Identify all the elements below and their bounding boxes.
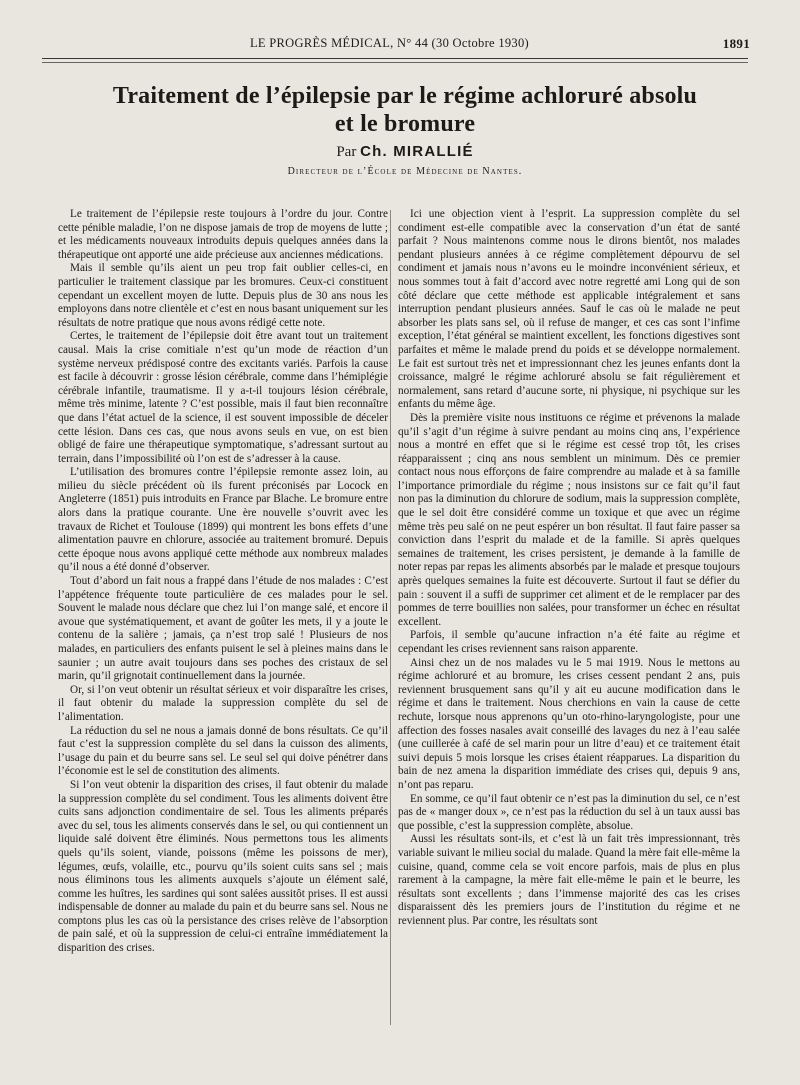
left-column <box>58 208 388 956</box>
paragraph: Si l’on veut obtenir la disparition des crises, il faut obtenir du malade la suppression complète du sel condiment. Tous les aliments doivent être cuits sans adjonction condimentaire de sel. Tous les aliments préparés avec du sel, tous les aliments conservés dans le sel, ou qui contiennent un liquide salé doivent être éliminés. Nous permettons tous les aliments quels qu’ils soient, viande, poissons (même les poissons de mer), légumes, œufs, volaille, etc., pourvu qu’ils soient cuits sans sel ; mais nous éliminons tous les aliments auxquels s’ajoute un élément salé, comme les huîtres, les sardines qui sont salées aussitôt prises. Il est aussi indispensable de donner au malade du pain et du beurre sans sel. Nous ne comptons plus les cas où la persistance des crises relève de l’absorption de pain salé, et où la suppression de celui-ci entraîne immédiatement la disparition des crises. <box>58 778 388 955</box>
paragraph: Mais il semble qu’ils aient un peu trop fait oublier celles-ci, en particulier le traitement classique par les bromures. Ceux-ci constituent cependant un excellent moyen de lutte. Depuis plus de 30 ans nous les employons dans notre clientèle et c’est en nous basant uniquement sur les résultats de notre pratique que nous avons rédigé cette note. <box>58 262 388 329</box>
paragraph: Ainsi chez un de nos malades vu le 5 mai 1919. Nous le mettons au régime achloruré et au bromure, les crises cessent pendant 2 ans, puis reviennent brusquement sans qu’il y ait eu aucune modification dans le régime et dans le traitement. Nous cherchions en vain la cause de cette rechute, lorsque nous apprenons qu’un oto-rhino-laryngologiste, pour une affection des fosses nasales avait conseillé des lavages du nez à l’eau salée (une cuillerée à café de sel marin pour un litre d’eau) et ce traitement était suivi depuis 5 mois lorsque les crises étaient réapparues. La disparition du bain de nez amena la disparition immédiate des crises qui, depuis 9 ans, n’ont pas reparu. <box>398 656 740 791</box>
paragraph: Tout d’abord un fait nous a frappé dans l’étude de nos malades : C’est l’appétence fréquente toute particulière de ces malades pour le sel. Souvent le malade nous déclare que chez lui l’on mange salé, et encore il avoue que systématiquement, et avant de goûter les mets, il y a joute le contenu de la salière ; jamais, ça n’est trop salé ! Plusieurs de nos malades, en particuliers des enfants puisent le sel à pleines mains dans le saunier ; un autre avait toujours dans ses poches des cristaux de sel marin, qu’il grignotait continuellement dans la journée. <box>58 575 388 683</box>
paragraph: La réduction du sel ne nous a jamais donné de bons résultats. Ce qu’il faut c’est la suppression complète du sel dans la cuisson des aliments, l’usage du pain et du beurre sans sel. Le seul sel qui doive pénétrer dans l’économie est le sel de constitution des aliments. <box>58 724 388 778</box>
paragraph: Aussi les résultats sont-ils, et c’est là un fait très impressionnant, très variable suivant le milieu social du malade. Quand la mère fait elle-même la cuisine, quand, comme cela se voit encore parfois, mais de plus en plus rarement à la campagne, la mère fait elle-même le pain et le beurre, les résultats sont excellents ; dans l’immense majorité des cas les crises disparaissent dès les premiers jours de l’institution du régime et ne reviennent plus. Par contre, les résultats sont <box>398 833 740 927</box>
journal-header: LE PROGRÈS MÉDICAL, N° 44 (30 Octobre 1930) <box>250 36 529 50</box>
paragraph: Parfois, il semble qu’aucune infraction n’a été faite au régime et cependant les crises reviennent sans raison apparente. <box>398 629 740 655</box>
running-head <box>40 36 750 54</box>
header-rule-thin <box>42 62 748 63</box>
paragraph: En somme, ce qu’il faut obtenir ce n’est pas la diminution du sel, ce n’est pas de « manger doux », ce n’est pas la réduction du sel à un taux aussi bas que possible, c’est la suppression complète, absolue. <box>398 792 740 832</box>
author-affiliation: Directeur de l’École de Médecine de Nantes. <box>287 166 523 177</box>
paragraph: Dès la première visite nous instituons ce régime et prévenons la malade qu’il s’agit d’un régime à suivre pendant au moins cinq ans, l’expérience nous a montré en effet que si le régime est cessé trop tôt, les crises réapparaissent ; cinq ans nous semblent un minimum. Dès ce premier contact nous nous efforçons de faire comprendre au malade et à sa famille l’importance primordiale du régime ; nous insistons sur ce fait qu’il faut non pas la diminution du chlorure de sodium, mais la suppression complète, que le sel doit être considéré comme un toxique et que avec un régime même très peu salé on ne peut espérer un bon résultat. Il faut faire passer sa conviction dans l’esprit du malade et de la famille. Si après quelques semaines de traitement, les crises persistent, je demande à la famille de noter repas par repas les aliments absorbés par le malade et presque toujours après quelques semaines la fuite est découverte. Surtout il faut se défier du pain : souvent il a suffi de supprimer cet aliment et de le remplacer par des pommes de terre bouillies non salées, pour transformer un échec en résultat excellent. <box>398 411 740 628</box>
paragraph: Or, si l’on veut obtenir un résultat sérieux et voir disparaître les crises, il faut obtenir du malade la suppression complète du sel de l’alimentation. <box>58 683 388 723</box>
page-number: 1891 <box>722 36 750 51</box>
header-rule <box>42 58 748 59</box>
title-line-2: et le bromure <box>334 111 476 137</box>
right-column <box>398 208 740 928</box>
article-title <box>60 82 750 138</box>
paragraph: Le traitement de l’épilepsie reste toujours à l’ordre du jour. Contre cette pénible maladie, l’on ne dispose jamais de trop de moyens de lutte ; et les médicaments nouveaux introduits depuis quelques années dans la thérapeutique ont apporté une aide précieuse aux anciennes médications. <box>58 208 388 261</box>
title-line-1: Traitement de l’épilepsie par le régime achloruré absolu <box>112 83 698 109</box>
by-label: Par <box>336 144 357 160</box>
paragraph: Ici une objection vient à l’esprit. La suppression complète du sel condiment est-elle compatible avec la conservation d’un état de santé parfait ? Nous maintenons comme nous le dirons bientôt, nos malades pendant plusieurs années à ce régime complètement dépourvu de sel condiment et jamais nous n’avons eu le moindre inconvénient sérieux, et nous sommes tout à fait d’accord avec notre regretté ami Long qui de son côté déclare que cette méthode est applicable intégralement et sans interruption pendant plusieurs années. Sauf le cas où le malade ne peut absorber les plats sans sel, où il refuse de manger, et ces cas sont l’infime exception, l’état général se maintient excellent, les fonctions digestives sont parfaites et même le malade prend du poids et se développe normalement. Le fait est surtout très net et impressionnant chez les jeunes enfants dont la croissance, malgré le régime achloruré absolu se fait régulièrement et normalement, sans retard d’aucune sorte, ni physique, ni psychique sur les enfants du même âge. <box>398 208 740 411</box>
paragraph: Certes, le traitement de l’épilepsie doit être avant tout un traitement causal. Mais la crise comitiale n’est qu’un mode de réaction d’un système nerveux prédisposé contre des excitants variés. Parfois la cause est facile à découvrir : grosse lésion cérébrale, comme dans l’hémiplégie cérébrale infantile, traumatisme. Il y a-t-il toujours lésion cérébrale, même très minime, latente ? C’est possible, mais il faut bien reconnaître que dans l’état actuel de la science, il est souvent impossible de déceler cette lésion. Dans ces cas, que nous avons seuls en vue, on est bien obligé de faire une thérapeutique symptomatique, s’adressant surtout au terrain, dans l’impossibilité où l’on est de s’adresser à la cause. <box>58 330 388 465</box>
column-divider <box>390 210 391 1025</box>
paragraph: L’utilisation des bromures contre l’épilepsie remonte assez loin, au milieu du siècle précédent où ils furent préconisés par Locock en Angleterre (1851) puis introduits en France par Blache. Le bromure entre alors dans la pratique courante. Une ère nouvelle s’ouvrit avec les travaux de Richet et Toulouse (1899) qui montrent les bons effets d’une alimentation pauvre en chlorure, associée au traitement bromuré. Depuis cette époque nous avons appliqué cette méthode aux nombreux malades qu’il nous a été donné d’observer. <box>58 466 388 574</box>
byline <box>60 143 750 161</box>
author-name: Ch. MIRALLIÉ <box>360 143 474 160</box>
